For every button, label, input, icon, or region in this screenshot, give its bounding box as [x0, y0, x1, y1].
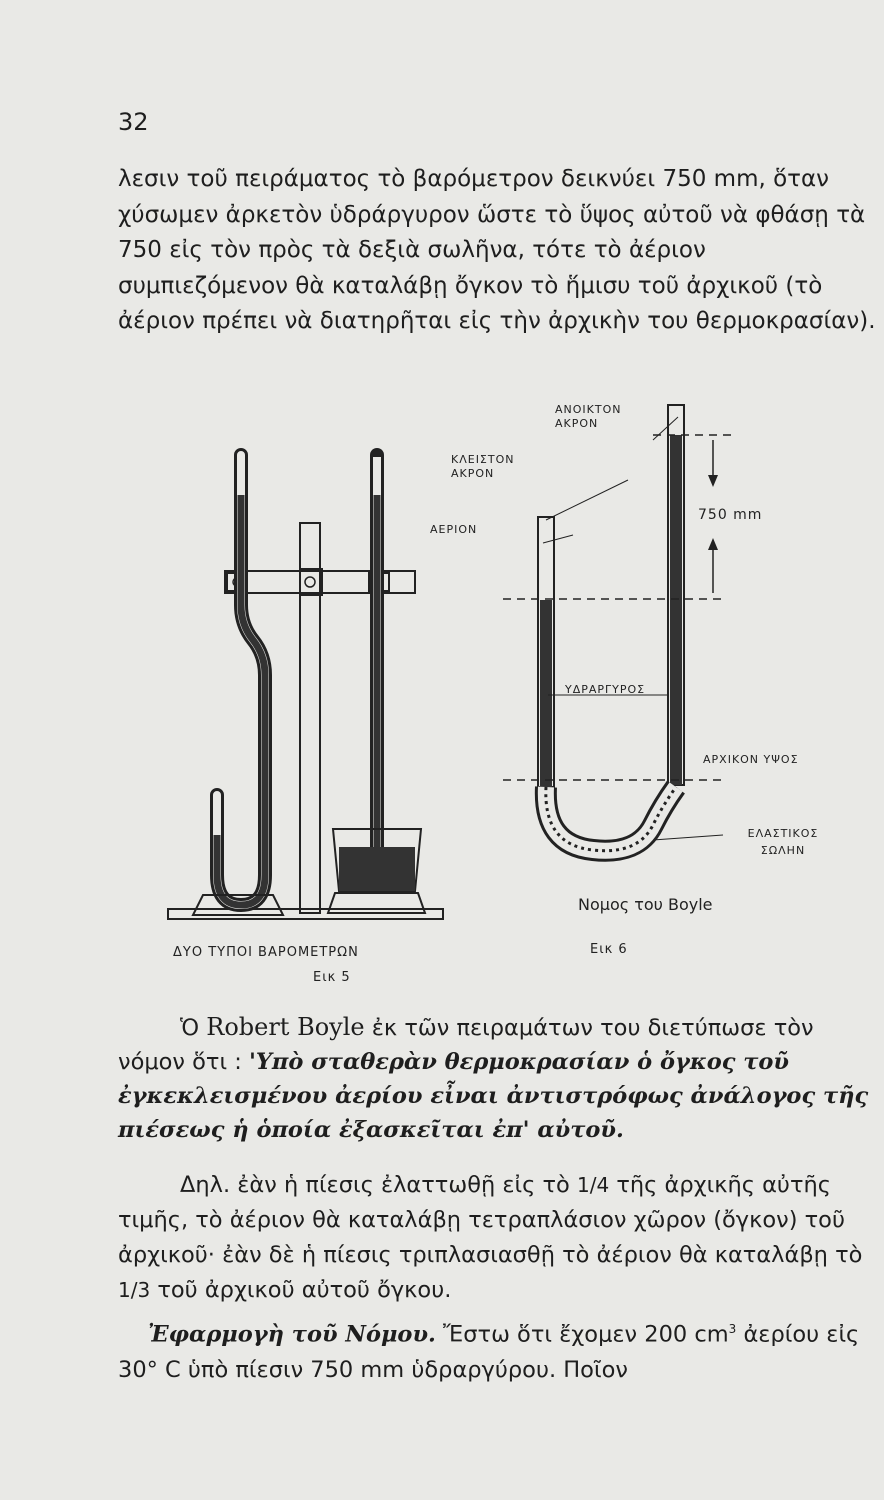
application-paragraph	[118, 1312, 878, 1388]
cubic-superscript: 3	[728, 1322, 737, 1336]
page-number: 32	[118, 108, 149, 136]
fraction-one-quarter: 1/4	[576, 1173, 610, 1197]
law-paragraph	[118, 1010, 878, 1147]
application-title: Ἐφαρμογὴ τοῦ Νόμου.	[148, 1321, 436, 1348]
figure-6-boyle-apparatus	[503, 395, 833, 955]
fig6-elastic-tube-label: ΕΛΑΣΤΙΚΟΣ ΣΩΛΗΝ	[747, 827, 819, 857]
explanation-part-1: Δηλ. ἐὰν ἡ πίεσις ἐλαττωθῇ εἰς τὸ	[180, 1172, 570, 1198]
fraction-one-third: 1/3	[118, 1278, 151, 1302]
figure-5-barometers	[163, 435, 493, 995]
law-lead: Ὁ	[180, 1015, 200, 1041]
fig6-height-value-label: 750 mm	[698, 507, 763, 523]
figure-5-caption: ΔΥΟ ΤΥΠΟΙ ΒΑΡΟΜΕΤΡΩΝ	[173, 945, 359, 960]
explanation-part-2: τῆς ἀρχικῆς αὐτῆς τιμῆς, τὸ ἀέριον θὰ καταλάβῃ τετραπλάσιον χῶρον (ὄγκον) τοῦ ἀρχικοῦ· ἐὰν δὲ ἡ πίεσις τριπλασιασθῇ τὸ ἀέριον θὰ καταλάβῃ τὸ	[118, 1172, 863, 1268]
fig6-mercury-label: ΥΔΡΑΡΓΥΡΟΣ	[565, 683, 646, 696]
fig6-law-name: Νομος του Boyle	[578, 895, 713, 914]
application-text-2: ἀερίου εἰς 30° C ὑπὸ πίεσιν 750 mm ὑδραργύρου. Ποῖον	[118, 1321, 860, 1383]
law-scientist-name: Robert Boyle	[206, 1013, 365, 1041]
figure-5-number: Εικ 5	[313, 970, 351, 985]
law-intro-text: ἐκ τῶν πειραμάτων του διετύπωσε τὸν νόμον ὅτι :	[118, 1015, 814, 1075]
explanation-paragraph	[118, 1168, 878, 1308]
fig6-initial-height-label: ΑΡΧΙΚΟΝ ΥΨΟΣ	[703, 753, 799, 766]
fig6-gas-label: ΑΕΡΙΟΝ	[430, 523, 478, 536]
figure-6-number: Εικ 6	[590, 942, 628, 957]
application-text-1: Ἔστω ὅτι ἔχομεν 200 cm	[443, 1321, 729, 1348]
fig6-open-end-label: ΑΝΟΙΚΤΟΝ ΑΚΡΟΝ	[555, 403, 622, 430]
intro-paragraph: λεσιν τοῦ πειράματος τὸ βαρόμετρον δεικνύει 750 mm, ὅταν χύσωμεν ἀρκετὸν ὑδράργυρον ὥστε τὸ ὕψος αὐτοῦ νὰ φθάσῃ τὰ 750 εἰς τὸν πρὸς τὰ δεξιὰ σωλῆνα, τότε τὸ ἀέριον συμπιεζόμενον θὰ καταλάβῃ ὄγκον τὸ ἥμισυ τοῦ ἀρχικοῦ (τὸ ἀέριον πρέπει νὰ διατηρῆται εἰς τὴν ἀρχικὴν του θερμοκρασίαν).	[118, 166, 876, 334]
figures-area	[118, 395, 878, 995]
explanation-part-3: τοῦ ἀρχικοῦ αὐτοῦ ὄγκου.	[157, 1277, 452, 1303]
fig6-closed-end-label: ΚΛΕΙΣΤΟΝ ΑΚΡΟΝ	[451, 453, 515, 480]
fig5-stand	[300, 523, 320, 913]
law-statement: 'Υπὸ σταθερὰν θερμοκρασίαν ὁ ὄγκος τοῦ ἐγκεκλεισμένου ἀερίου εἶναι ἀντιστρόφως ἀνάλογος τῆς πιέσεως ἡ ὁποία ἐξασκεῖται ἐπ' αὐτοῦ.	[118, 1049, 869, 1143]
